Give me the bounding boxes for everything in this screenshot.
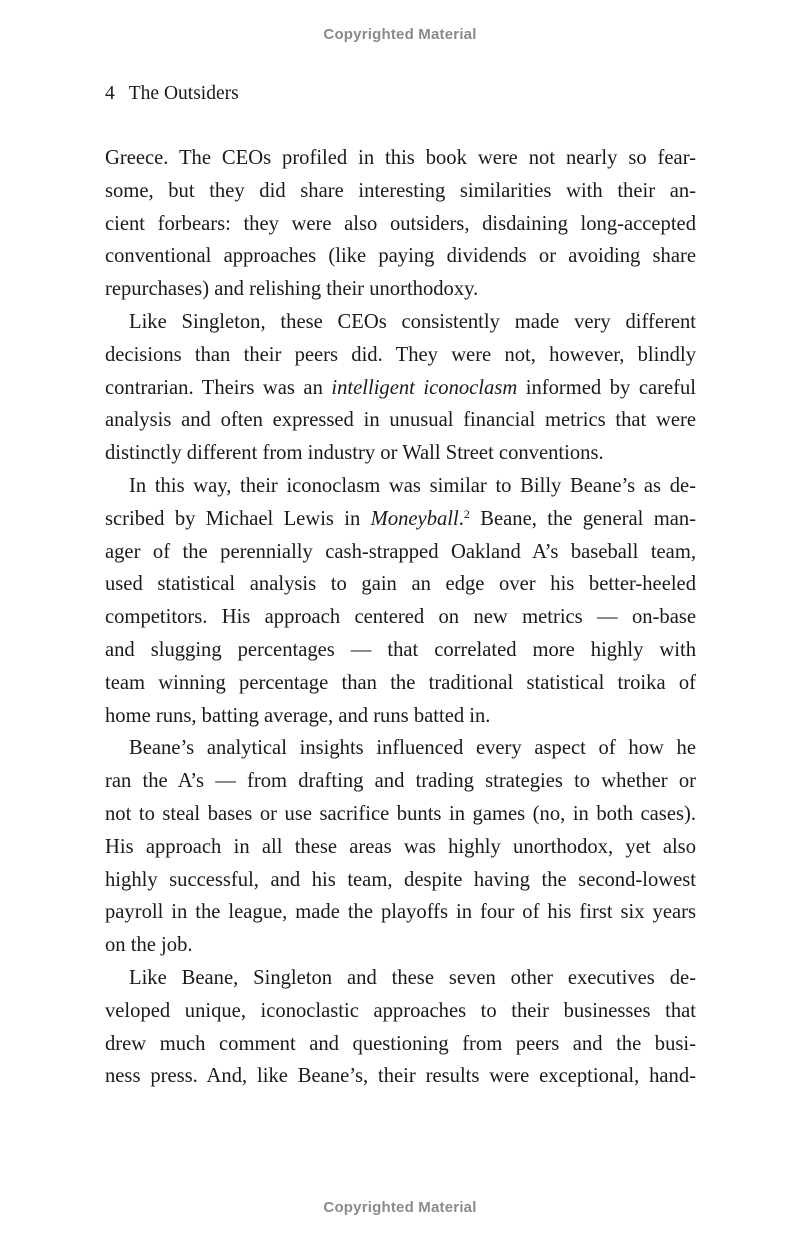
- book-title-italic: Moneyball: [370, 507, 459, 530]
- text-line: ness press. And, like Beane’s, their results were exceptional, hand-: [105, 1065, 696, 1088]
- text-line: [105, 503, 696, 536]
- text-line: Like Singleton, these CEOs consistently made very different: [129, 310, 696, 333]
- text-line: payroll in the league, made the playoffs in four of his first six years: [105, 901, 696, 924]
- text-line: highly successful, and his team, despite having the second-lowest: [105, 868, 696, 891]
- text-line: not to steal bases or use sacrifice bunts in games (no, in both cases).: [105, 802, 696, 825]
- text-line: Greece. The CEOs profiled in this book were not nearly so fear-: [105, 147, 696, 169]
- text-line: distinctly different from industry or Wall Street conventions.: [105, 442, 604, 465]
- text-fragment: scribed by Michael Lewis in: [105, 507, 371, 530]
- text-line: In this way, their iconoclasm was similar to Billy Beane’s as de-: [129, 474, 696, 497]
- text-line: ran the A’s — from drafting and trading strategies to whether or: [105, 770, 696, 793]
- text-line: Like Beane, Singleton and these seven other executives de-: [129, 966, 696, 989]
- text-line: analysis and often expressed in unusual financial metrics that were: [105, 409, 696, 432]
- text-line: ager of the perennially cash-strapped Oakland A’s baseball team,: [105, 540, 696, 563]
- text-line: [105, 372, 696, 405]
- text-line: competitors. His approach centered on new metrics — on-base: [105, 606, 696, 629]
- text-line: repurchases) and relishing their unorthodoxy.: [105, 278, 479, 301]
- text-line: drew much comment and questioning from peers and the busi-: [105, 1032, 696, 1055]
- text-line: team winning percentage than the traditional statistical troika of: [105, 671, 696, 694]
- running-head: [105, 83, 239, 105]
- footnote-marker[interactable]: 2: [463, 506, 470, 521]
- page-number: 4: [105, 83, 115, 104]
- text-fragment: Beane, the general man-: [469, 507, 697, 530]
- paragraph: [105, 306, 696, 470]
- text-fragment: informed by careful: [517, 376, 697, 399]
- text-line: His approach in all these areas was highly unorthodox, yet also: [105, 835, 696, 858]
- running-head-title: The Outsiders: [128, 83, 239, 104]
- text-line: cient forbears: they were also outsiders, disdaining long-accepted: [105, 212, 696, 235]
- text-line: decisions than their peers did. They were not, however, blindly: [105, 343, 696, 366]
- paragraph: [105, 142, 696, 306]
- paragraph: [105, 470, 696, 732]
- text-fragment: contrarian. Theirs was an: [105, 376, 332, 399]
- text-fragment: .: [458, 507, 464, 530]
- text-line: veloped unique, iconoclastic approaches to their businesses that: [105, 999, 696, 1022]
- text-line: conventional approaches (like paying dividends or avoiding share: [105, 245, 696, 268]
- copyright-watermark-top: Copyrighted Material: [323, 26, 477, 43]
- body-text: [105, 142, 696, 1093]
- paragraph: [105, 962, 696, 1093]
- italic-phrase: intelligent iconoclasm: [331, 376, 518, 399]
- copyright-watermark-bottom: Copyrighted Material: [323, 1199, 477, 1216]
- text-line: Beane’s analytical insights influenced every aspect of how he: [129, 737, 696, 760]
- text-line: some, but they did share interesting similarities with their an-: [105, 179, 696, 202]
- text-line: on the job.: [105, 934, 193, 957]
- paragraph: [105, 732, 696, 962]
- text-line: used statistical analysis to gain an edge over his better-heeled: [105, 573, 696, 596]
- text-line: and slugging percentages — that correlated more highly with: [105, 638, 696, 661]
- text-line: home runs, batting average, and runs batted in.: [105, 704, 491, 727]
